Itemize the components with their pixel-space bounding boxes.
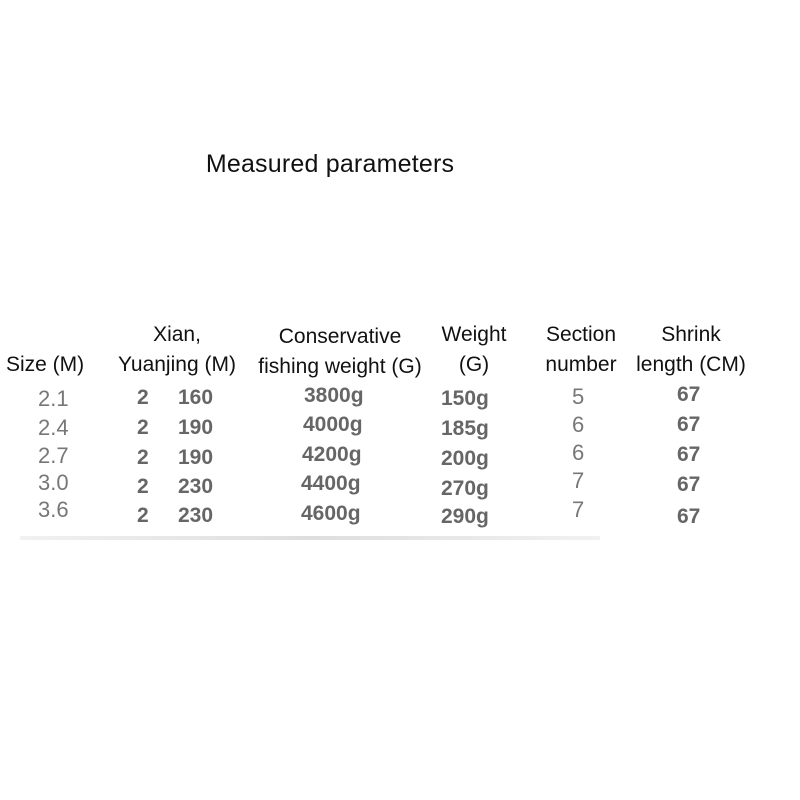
cell-conservative: 4000g	[303, 413, 363, 436]
header-shrink-label-2: length (CM)	[636, 353, 746, 376]
cell-yuanjing: 230	[178, 504, 214, 527]
cell-section: 5	[572, 384, 585, 409]
header-size-label: Size (M)	[6, 353, 85, 376]
header-weight	[434, 320, 514, 380]
cell-shrink: 67	[677, 383, 701, 406]
table-bottom-divider	[20, 536, 600, 540]
cell-yuanjing: 160	[178, 386, 214, 409]
cell-weight: 150g	[441, 387, 489, 410]
cell-size: 2.4	[38, 415, 69, 440]
header-xian-label: Xian,	[153, 323, 201, 346]
header-shrink-length	[628, 320, 754, 380]
cell-shrink: 67	[677, 473, 701, 496]
header-shrink-label-1: Shrink	[661, 323, 721, 346]
cell-conservative: 4400g	[301, 472, 361, 495]
cell-xian: 2	[137, 504, 149, 527]
header-yuanjing-label: Yuanjing (M)	[118, 353, 236, 376]
cell-size: 3.6	[38, 497, 69, 522]
page-title: Measured parameters	[205, 150, 455, 178]
header-weight-label-2: (G)	[458, 353, 490, 376]
header-size	[6, 350, 84, 380]
cell-weight: 200g	[441, 447, 489, 470]
cell-yuanjing: 190	[178, 446, 214, 469]
header-section-number	[536, 320, 626, 380]
cell-size: 3.0	[38, 470, 69, 495]
cell-section: 7	[572, 468, 585, 493]
cell-section: 6	[572, 440, 585, 465]
header-conservative-weight	[248, 322, 432, 382]
cell-shrink: 67	[677, 413, 701, 436]
header-conservative-label-1: Conservative	[278, 325, 402, 348]
header-xian-yuanjing	[108, 320, 246, 380]
cell-yuanjing: 230	[178, 475, 214, 498]
cell-conservative: 3800g	[304, 384, 364, 407]
cell-size: 2.7	[38, 443, 69, 468]
cell-yuanjing: 190	[178, 416, 214, 439]
header-section-label-2: number	[545, 353, 617, 376]
cell-section: 7	[572, 497, 585, 522]
header-weight-label-1: Weight	[441, 323, 507, 346]
cell-weight: 185g	[441, 417, 489, 440]
cell-size: 2.1	[38, 386, 69, 411]
cell-shrink: 67	[677, 443, 701, 466]
cell-xian: 2	[137, 416, 149, 439]
header-conservative-label-2: fishing weight (G)	[258, 355, 422, 378]
cell-xian: 2	[137, 446, 149, 469]
cell-weight: 290g	[441, 505, 489, 528]
cell-xian: 2	[137, 475, 149, 498]
header-section-label-1: Section	[545, 323, 617, 346]
cell-xian: 2	[137, 386, 149, 409]
cell-conservative: 4600g	[301, 502, 361, 525]
cell-weight: 270g	[441, 477, 489, 500]
cell-conservative: 4200g	[302, 443, 362, 466]
cell-shrink: 67	[677, 505, 701, 528]
cell-section: 6	[572, 412, 585, 437]
